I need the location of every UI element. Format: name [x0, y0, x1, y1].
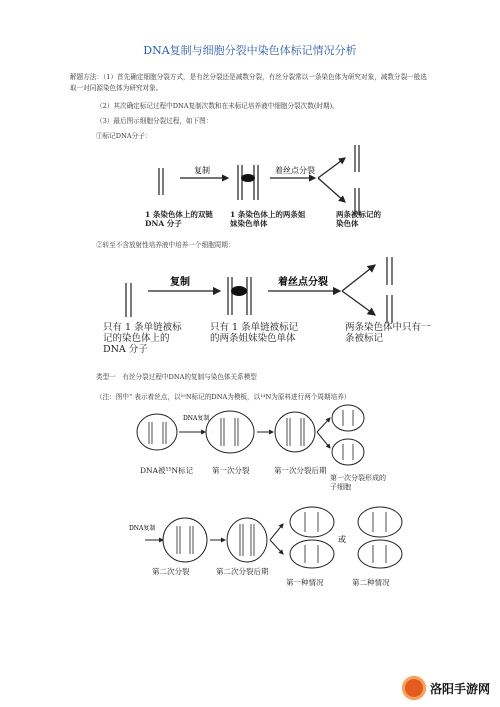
note-label: （注：图中“ 表示着丝点，以¹⁵N标记的DNA为模板，以¹⁴N为原料进行两个周期培养）	[96, 393, 351, 401]
d3-caption4: 第一次分裂形成的子细胞	[330, 474, 386, 491]
d3-caption1: DNA被¹⁵N标记	[140, 466, 194, 475]
d2-caption2: 只有 1 条单链被标记的两条姐妹染色单体	[210, 322, 299, 344]
d1-caption2: 1 条染色体上的两条姐妹染色单体	[230, 210, 306, 228]
diagram-4	[125, 500, 415, 570]
diagram-2	[110, 255, 420, 325]
page-title: DNA复制与细胞分裂中染色体标记情况分析	[143, 44, 357, 57]
d1-arrow1: 复制	[194, 166, 210, 175]
d4-caption2: 第二次分裂后期	[216, 567, 269, 576]
d3-dna-label: DNA复制	[183, 415, 210, 422]
d2-caption1: 只有 1 条单链被标记的染色体上的 DNA 分子	[103, 322, 182, 355]
diagram-1	[130, 140, 390, 250]
watermark	[402, 675, 492, 701]
type1-label: 类型一 有丝分裂过程中DNA的复制与染色体关系模型	[96, 373, 257, 381]
d1-caption1: 1 条染色体上的双链 DNA 分子	[145, 210, 213, 228]
step2-label: ②转至不含放射性培养液中培养一个细胞周期：	[96, 241, 235, 249]
d1-arrow2: 着丝点分裂	[275, 166, 315, 175]
d2-caption3: 两条染色体中只有一条被标记	[345, 322, 431, 344]
d4-caption4: 第二种情况	[352, 578, 390, 587]
paragraph-2: （2）其次确定标记过程中DNA复制次数和在未标记培养液中细胞分裂次数(时期)。	[96, 102, 339, 110]
watermark-logo-icon	[402, 676, 426, 700]
method-paragraph: 解题方法：（1）首先确定细胞分裂方式，是有丝分裂还是减数分裂，有丝分裂常以一条染色体为研究对象，减数分裂一般选取一对同源染色体为研究对象。	[70, 73, 427, 92]
d1-caption3: 两条被标记的染色体	[336, 210, 381, 228]
watermark-text: 洛阳手游网	[430, 681, 491, 696]
d4-or: 或	[338, 535, 346, 544]
d3-caption2: 第一次分裂	[212, 466, 250, 475]
d4-caption1: 第二次分裂	[152, 567, 190, 576]
d3-caption3: 第一次分裂后期	[274, 466, 327, 475]
paragraph-3: （3）最后图示细胞分裂过程，如下图：	[96, 117, 213, 125]
d4-dna-label: DNA复制	[129, 525, 156, 532]
d2-arrow2: 着丝点分裂	[278, 277, 328, 288]
step1-label: ①标记DNA分子：	[96, 132, 152, 140]
d2-arrow1: 复制	[170, 277, 190, 288]
d4-caption3: 第一种情况	[286, 578, 324, 587]
